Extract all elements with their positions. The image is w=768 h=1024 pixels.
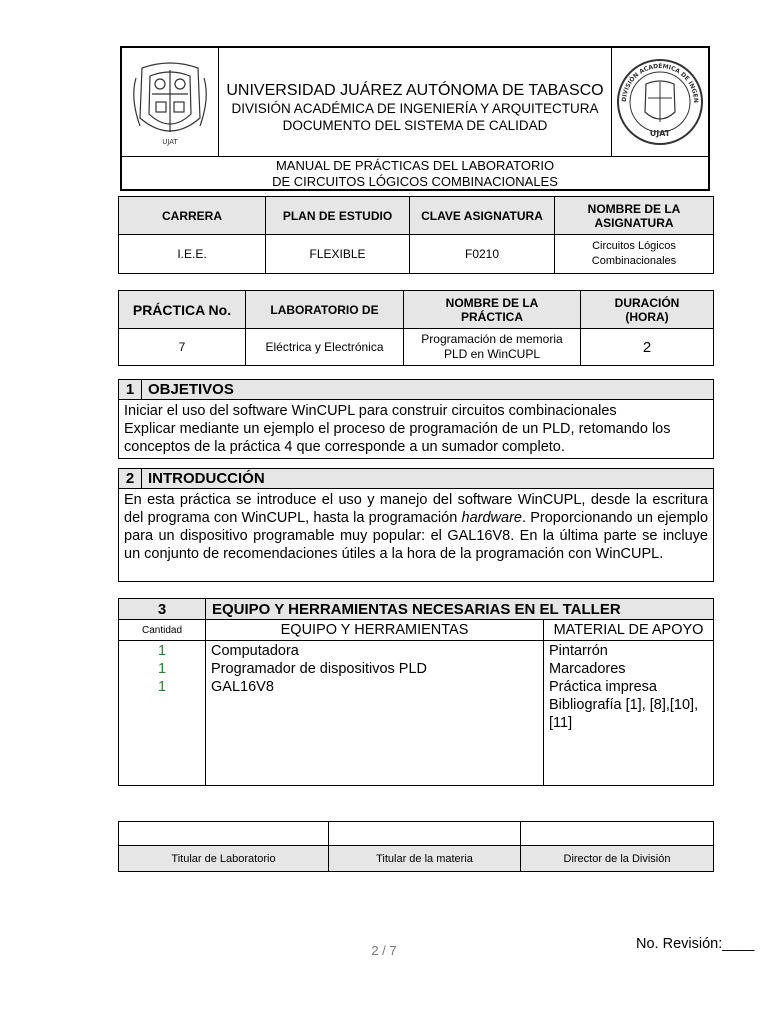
university-seal-left (122, 48, 219, 156)
value-laboratorio: Eléctrica y Electrónica (246, 329, 404, 366)
equipment-section (118, 598, 714, 786)
value-nombre-asignatura: Circuitos Lógicos Combinacionales (555, 235, 714, 274)
header-practica-no: PRÁCTICA No. (119, 291, 246, 329)
header-plan-estudio: PLAN DE ESTUDIO (266, 197, 410, 235)
page-number: 2 / 7 (371, 943, 397, 958)
revision-number: No. Revisión:____ (636, 936, 755, 952)
introduction-body: En esta práctica se introduce el uso y manejo del software WinCUPL, desde la escritura del programa con WinCUPL, hasta la programación hardware. Proporcionando un ejemplo para un dispositivo programable muy popular: el GAL16V8. En la última parte se incluye un conjunto de recomendaciones útiles a la hora de la programación con WinCUPL. (119, 489, 714, 582)
column-cantidad: Cantidad (119, 620, 206, 641)
value-clave-asignatura: F0210 (410, 235, 555, 274)
introduction-section (118, 468, 714, 582)
division-name: DIVISIÓN ACADÉMICA DE INGENIERÍA Y ARQUITECTURA (231, 101, 599, 116)
value-plan-estudio: FLEXIBLE (266, 235, 410, 274)
svg-text:UJAT: UJAT (162, 138, 178, 146)
column-equipo: EQUIPO Y HERRAMIENTAS (206, 620, 544, 641)
objectives-title: OBJETIVOS (142, 380, 714, 400)
quantity-list: 1 1 1 (119, 641, 206, 786)
value-practica-no: 7 (119, 329, 246, 366)
value-carrera: I.E.E. (119, 235, 266, 274)
material-list (544, 641, 714, 786)
equipment-item: Programador de dispositivos PLD (211, 661, 427, 677)
material-item: Práctica impresa (549, 679, 657, 695)
header-clave-asignatura: CLAVE ASIGNATURA (410, 197, 555, 235)
objectives-body (119, 400, 714, 459)
material-item: Bibliografía [1], [8],[10], [11] (549, 697, 699, 731)
svg-text:UJAT: UJAT (649, 129, 671, 138)
objective-line: Iniciar el uso del software WinCUPL para construir circuitos combinacionales (124, 403, 617, 419)
signature-label-subject: Titular de la materia (329, 846, 521, 872)
header-nombre-asignatura: NOMBRE DE LA ASIGNATURA (555, 197, 714, 235)
division-seal-right (611, 48, 708, 156)
header-titles (218, 48, 612, 156)
practice-info-table (118, 290, 714, 366)
header-nombre-practica: NOMBRE DE LA PRÁCTICA (404, 291, 581, 329)
equipment-item: Computadora (211, 643, 299, 659)
objectives-section (118, 379, 714, 459)
course-info-table (118, 196, 714, 274)
document-header (120, 46, 710, 191)
signature-box-lab (119, 822, 329, 846)
manual-title: MANUAL DE PRÁCTICAS DEL LABORATORIO DE CIRCUITOS LÓGICOS COMBINACIONALES (122, 156, 708, 189)
header-duracion: DURACIÓN (HORA) (581, 291, 714, 329)
column-material: MATERIAL DE APOYO (544, 620, 714, 641)
equipment-title: EQUIPO Y HERRAMIENTAS NECESARIAS EN EL TALLER (206, 599, 714, 620)
value-nombre-practica: Programación de memoria PLD en WinCUPL (404, 329, 581, 366)
signature-table (118, 821, 714, 872)
signature-box-director (521, 822, 714, 846)
objectives-number: 1 (119, 380, 142, 400)
equipment-list (206, 641, 544, 786)
signature-box-subject (329, 822, 521, 846)
hardware-term: hardware (461, 510, 522, 526)
signature-label-director: Director de la División (521, 846, 714, 872)
signature-label-lab: Titular de Laboratorio (119, 846, 329, 872)
introduction-number: 2 (119, 469, 142, 489)
header-laboratorio: LABORATORIO DE (246, 291, 404, 329)
university-name: UNIVERSIDAD JUÁREZ AUTÓNOMA DE TABASCO (226, 82, 604, 99)
svg-text:DIVISIÓN ACADÉMICA DE INGENIER: DIVISIÓN ACADÉMICA DE INGEN (620, 62, 700, 104)
header-carrera: CARRERA (119, 197, 266, 235)
introduction-title: INTRODUCCIÓN (142, 469, 714, 489)
document-type: DOCUMENTO DEL SISTEMA DE CALIDAD (282, 118, 548, 133)
material-item: Marcadores (549, 661, 626, 677)
value-duracion: 2 (581, 329, 714, 366)
material-item: Pintarrón (549, 643, 608, 659)
equipment-item: GAL16V8 (211, 679, 274, 695)
objective-line: Explicar mediante un ejemplo el proceso de programación de un PLD, retomando los conceptos de la práctica 4 que corresponde a un sumador completo. (124, 421, 671, 455)
equipment-number: 3 (119, 599, 206, 620)
